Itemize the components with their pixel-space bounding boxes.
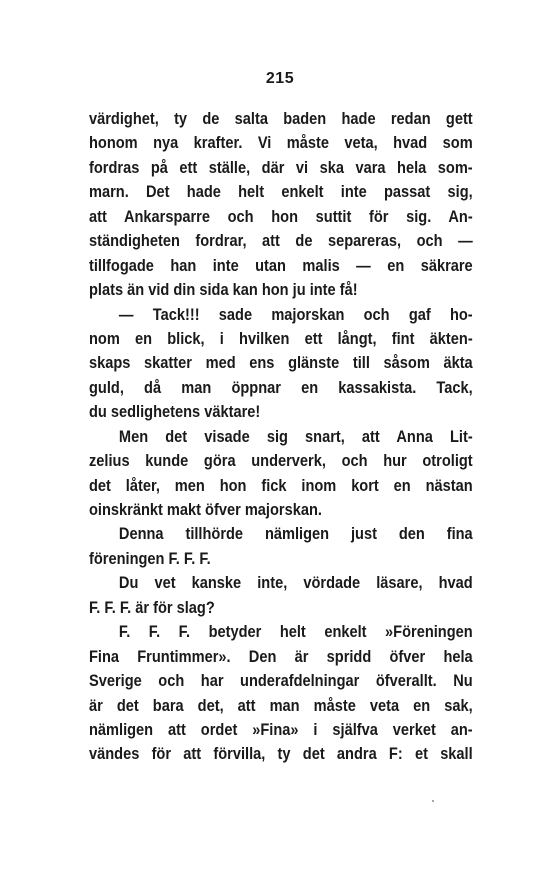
- text-line: är det bara det, att man måste veta en sak,: [89, 695, 473, 715]
- text-line: Fina Fruntimmer». Den är spridd öfver hela: [89, 646, 473, 666]
- text-line: det låter, men hon fick inom kort en nästan: [89, 475, 473, 495]
- text-line: F. F. F. är för slag?: [89, 597, 215, 617]
- text-line: Men det visade sig snart, att Anna Lit-: [118, 426, 473, 446]
- text-line: plats än vid din sida kan hon ju inte få!: [89, 280, 358, 300]
- text-line: oinskränkt makt öfver majorskan.: [89, 500, 322, 519]
- text-line: att Ankarsparre och hon suttit för sig. An-: [89, 206, 473, 226]
- text-line: — Tack!!! sade majorskan och gaf ho-: [118, 304, 473, 324]
- text-line: ständigheten fordrar, att de separeras, och —: [89, 231, 473, 251]
- text-line: vändes för att förvilla, ty det andra F: et skall: [89, 744, 473, 764]
- text-line: fordras på ett ställe, där vi ska vara hela som-: [89, 157, 473, 177]
- text-line: värdighet, ty de salta baden hade redan gett: [89, 109, 473, 128]
- page-number: 215: [265, 70, 295, 87]
- paper-speck: [432, 800, 434, 802]
- text-line: skaps skatter med ens glänste till såsom äkta: [89, 353, 473, 373]
- text-line: F. F. F. betyder helt enkelt »Föreningen: [118, 622, 473, 642]
- text-line: föreningen F. F. F.: [89, 548, 211, 568]
- text-line: marn. Det hade helt enkelt inte passat sig,: [89, 182, 473, 202]
- text-line: nom en blick, i hvilken ett långt, fint äkten-: [89, 328, 473, 348]
- text-line: Denna tillhörde nämligen just den fina: [118, 524, 473, 544]
- text-line: Du vet kanske inte, vördade läsare, hvad: [118, 573, 473, 593]
- text-line: guld, då man öppnar en kassakista. Tack,: [89, 377, 473, 397]
- text-line: Sverige och har underafdelningar öfverallt. Nu: [89, 671, 473, 691]
- text-line: zelius kunde göra underverk, och hur otroligt: [89, 451, 473, 471]
- text-line: nämligen att ordet »Fina» i själfva verket an-: [89, 719, 473, 739]
- body-text: [89, 107, 473, 767]
- text-line: honom nya krafter. Vi måste veta, hvad som: [89, 133, 473, 153]
- text-line: du sedlighetens väktare!: [89, 402, 261, 422]
- text-line: tillfogade han inte utan malis — en säkrare: [89, 255, 473, 275]
